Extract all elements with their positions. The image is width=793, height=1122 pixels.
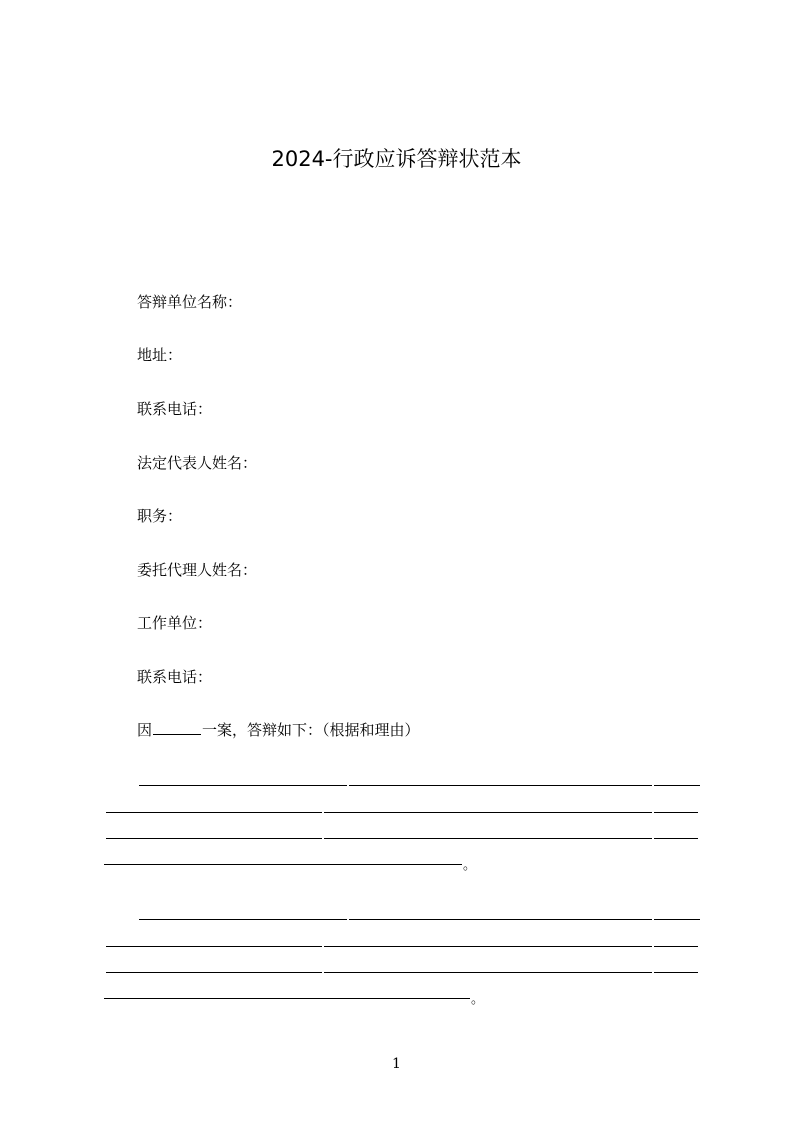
- blank-line: [654, 812, 698, 813]
- paragraph-end-mark: 。: [463, 858, 477, 873]
- field-address-label: 地址：: [137, 346, 183, 364]
- blank-line: [104, 998, 470, 999]
- blank-line: [654, 919, 700, 920]
- blank-line: [324, 838, 652, 839]
- blank-line: [654, 838, 698, 839]
- blank-line: [349, 785, 652, 786]
- field-phone-label: 联系电话：: [137, 400, 213, 418]
- case-name-blank: [153, 722, 201, 735]
- case-suffix: 一案，答辩如下：（根据和理由）: [202, 721, 420, 739]
- blank-line: [106, 838, 322, 839]
- field-agent-phone-label: 联系电话：: [137, 668, 213, 686]
- case-statement-line: [137, 719, 420, 740]
- blank-line: [654, 972, 698, 973]
- blank-line: [139, 785, 347, 786]
- page-number: 1: [392, 1056, 401, 1072]
- blank-line: [324, 972, 652, 973]
- blank-line: [654, 785, 700, 786]
- blank-line: [654, 946, 698, 947]
- field-agent-name-label: 委托代理人姓名：: [137, 561, 258, 579]
- blank-line: [349, 919, 652, 920]
- blank-line: [324, 812, 652, 813]
- paragraph-end-mark: 。: [471, 992, 485, 1007]
- blank-line: [324, 946, 652, 947]
- blank-line: [139, 919, 347, 920]
- case-prefix: 因: [137, 721, 153, 739]
- blank-line: [106, 946, 322, 947]
- field-respondent-name-label: 答辩单位名称：: [137, 293, 243, 311]
- document-title: 2024-行政应诉答辩状范本: [271, 147, 522, 171]
- blank-line: [106, 812, 322, 813]
- field-position-label: 职务：: [137, 507, 183, 525]
- field-work-unit-label: 工作单位：: [137, 614, 213, 632]
- blank-line: [104, 864, 462, 865]
- blank-line: [106, 972, 322, 973]
- field-legal-representative-label: 法定代表人姓名：: [137, 454, 258, 472]
